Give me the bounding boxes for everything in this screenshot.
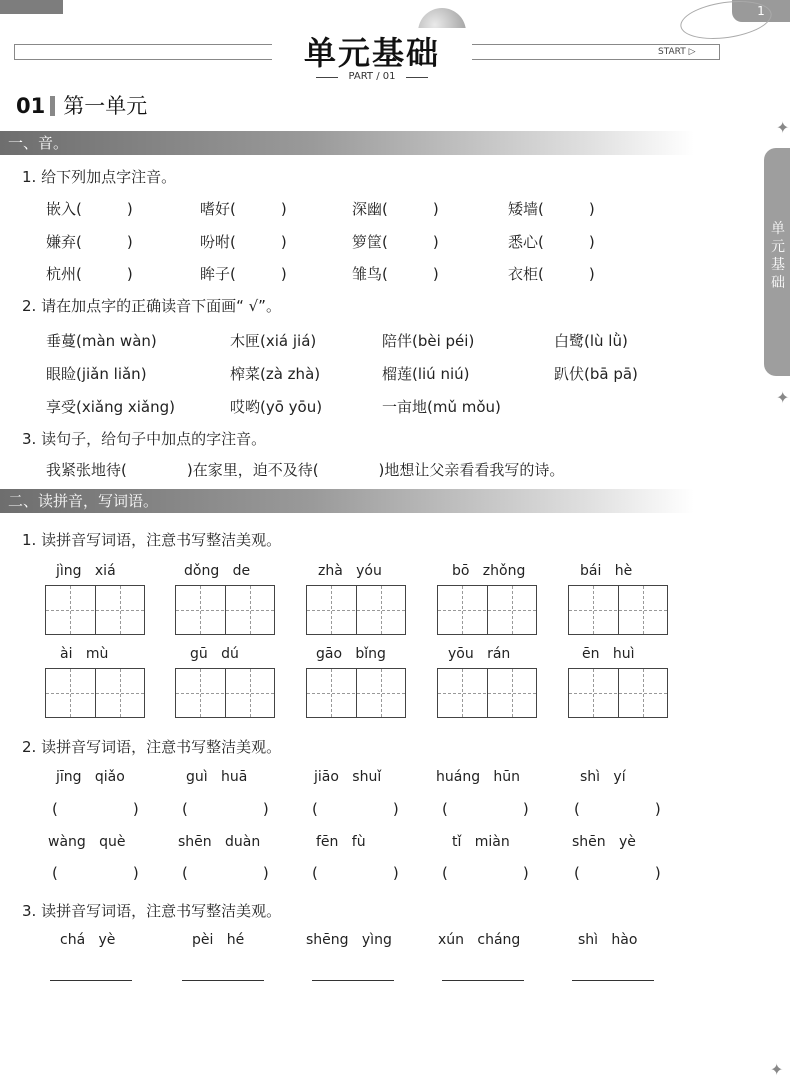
side-tab-label: 单元基础 (771, 221, 785, 291)
writing-grid[interactable] (306, 668, 406, 718)
phonetic-item: 衣柜( ) (508, 265, 595, 283)
answer-line[interactable] (312, 980, 394, 981)
star-icon: ✦ (776, 388, 790, 407)
pinyin-label: shì yí (580, 769, 626, 785)
answer-blank[interactable]: ( ) (52, 864, 139, 882)
question-title: 2. 读拼音写词语，注意书写整洁美观。 (22, 738, 282, 756)
phonetic-item: 嵌入( ) (46, 200, 133, 218)
reading-item: 眼睑(jiǎn liǎn) (46, 365, 147, 383)
phonetic-item: 嗜好( ) (200, 200, 287, 218)
answer-blank[interactable]: ( ) (574, 800, 661, 818)
phonetic-item: 雏鸟( ) (352, 265, 439, 283)
unit-title: 第一单元 (63, 94, 148, 118)
answer-blank[interactable]: ( ) (182, 800, 269, 818)
writing-grid[interactable] (175, 668, 275, 718)
section-bar-1: 一、音。 (0, 131, 694, 155)
pinyin-label: shēn duàn (178, 834, 261, 850)
answer-line[interactable] (50, 980, 132, 981)
pinyin-label: tǐ miàn (452, 834, 510, 850)
pinyin-label: bái hè (580, 563, 633, 579)
reading-item: 垂蔓(màn wàn) (46, 332, 157, 350)
pinyin-label: ēn huì (582, 646, 635, 662)
pinyin-label: dǒng de (184, 563, 251, 579)
pinyin-label: chá yè (60, 932, 116, 948)
pinyin-label: pèi hé (192, 932, 245, 948)
writing-grid[interactable] (568, 668, 668, 718)
writing-grid[interactable] (437, 585, 537, 635)
unit-heading (16, 90, 147, 120)
pinyin-label: yōu rán (448, 646, 511, 662)
star-icon: ✦ (770, 1060, 784, 1079)
pinyin-label: jiāo shuǐ (314, 769, 382, 785)
question-title: 1. 给下列加点字注音。 (22, 168, 177, 186)
pinyin-label: wàng què (48, 834, 126, 850)
pinyin-label: xún cháng (438, 932, 521, 948)
reading-item: 榨菜(zà zhà) (230, 365, 321, 383)
answer-line[interactable] (182, 980, 264, 981)
phonetic-item: 眸子( ) (200, 265, 287, 283)
pinyin-label: shēn yè (572, 834, 636, 850)
unit-number: 01 (16, 94, 46, 118)
answer-line[interactable] (442, 980, 524, 981)
pinyin-label: gāo bǐng (316, 646, 386, 662)
writing-grid[interactable] (175, 585, 275, 635)
writing-grid[interactable] (306, 585, 406, 635)
reading-item: 白鹭(lù lǜ) (554, 332, 628, 350)
answer-blank[interactable]: ( ) (52, 800, 139, 818)
reading-item: 木匣(xiá jiá) (230, 332, 317, 350)
unit-divider (50, 96, 55, 116)
page-subtitle: PART / 01 (322, 71, 422, 82)
answer-blank[interactable]: ( ) (312, 800, 399, 818)
pinyin-label: gū dú (190, 646, 239, 662)
pinyin-label: jìng xiá (56, 563, 116, 579)
sentence-item: 我紧张地待( )在家里，迫不及待( )地想让父亲看看我写的诗。 (46, 461, 565, 479)
pinyin-label: zhà yóu (318, 563, 382, 579)
page-title: 单元基础 (272, 28, 472, 74)
phonetic-item: 矮墙( ) (508, 200, 595, 218)
question-title: 2. 请在加点字的正确读音下面画“ √”。 (22, 297, 281, 315)
answer-line[interactable] (572, 980, 654, 981)
question-title: 3. 读拼音写词语，注意书写整洁美观。 (22, 902, 282, 920)
orbit-decoration-icon (678, 0, 774, 44)
writing-grid[interactable] (45, 668, 145, 718)
pinyin-label: guì huā (186, 769, 248, 785)
writing-grid[interactable] (45, 585, 145, 635)
phonetic-item: 吩咐( ) (200, 233, 287, 251)
pinyin-label: shēng yìng (306, 932, 392, 948)
start-button[interactable]: START ▷ (658, 47, 696, 57)
top-corner-label (0, 0, 63, 14)
star-icon: ✦ (776, 118, 790, 137)
writing-grid[interactable] (437, 668, 537, 718)
phonetic-item: 深幽( ) (352, 200, 439, 218)
pinyin-label: bō zhǒng (452, 563, 526, 579)
reading-item: 榴莲(liú niú) (382, 365, 470, 383)
answer-blank[interactable]: ( ) (182, 864, 269, 882)
answer-blank[interactable]: ( ) (442, 800, 529, 818)
pinyin-label: huáng hūn (436, 769, 521, 785)
phonetic-item: 杭州( ) (46, 265, 133, 283)
reading-item: 陪伴(bèi péi) (382, 332, 475, 350)
section-bar-2: 二、读拼音，写词语。 (0, 489, 694, 513)
reading-item: 一亩地(mǔ mǒu) (382, 398, 501, 416)
reading-item: 哎哟(yō yōu) (230, 398, 323, 416)
pinyin-label: jīng qiǎo (56, 769, 125, 785)
answer-blank[interactable]: ( ) (312, 864, 399, 882)
answer-blank[interactable]: ( ) (574, 864, 661, 882)
writing-grid[interactable] (568, 585, 668, 635)
phonetic-item: 箩筐( ) (352, 233, 439, 251)
phonetic-item: 嫌弃( ) (46, 233, 133, 251)
pinyin-label: fēn fù (316, 834, 366, 850)
reading-item: 趴伏(bā pā) (554, 365, 638, 383)
question-title: 1. 读拼音写词语，注意书写整洁美观。 (22, 531, 282, 549)
answer-blank[interactable]: ( ) (442, 864, 529, 882)
reading-item: 享受(xiǎng xiǎng) (46, 398, 176, 416)
page-number: 1 (732, 0, 790, 22)
pinyin-label: shì hào (578, 932, 638, 948)
phonetic-item: 悉心( ) (508, 233, 595, 251)
question-title: 3. 读句子，给句子中加点的字注音。 (22, 430, 267, 448)
pinyin-label: ài mù (60, 646, 109, 662)
